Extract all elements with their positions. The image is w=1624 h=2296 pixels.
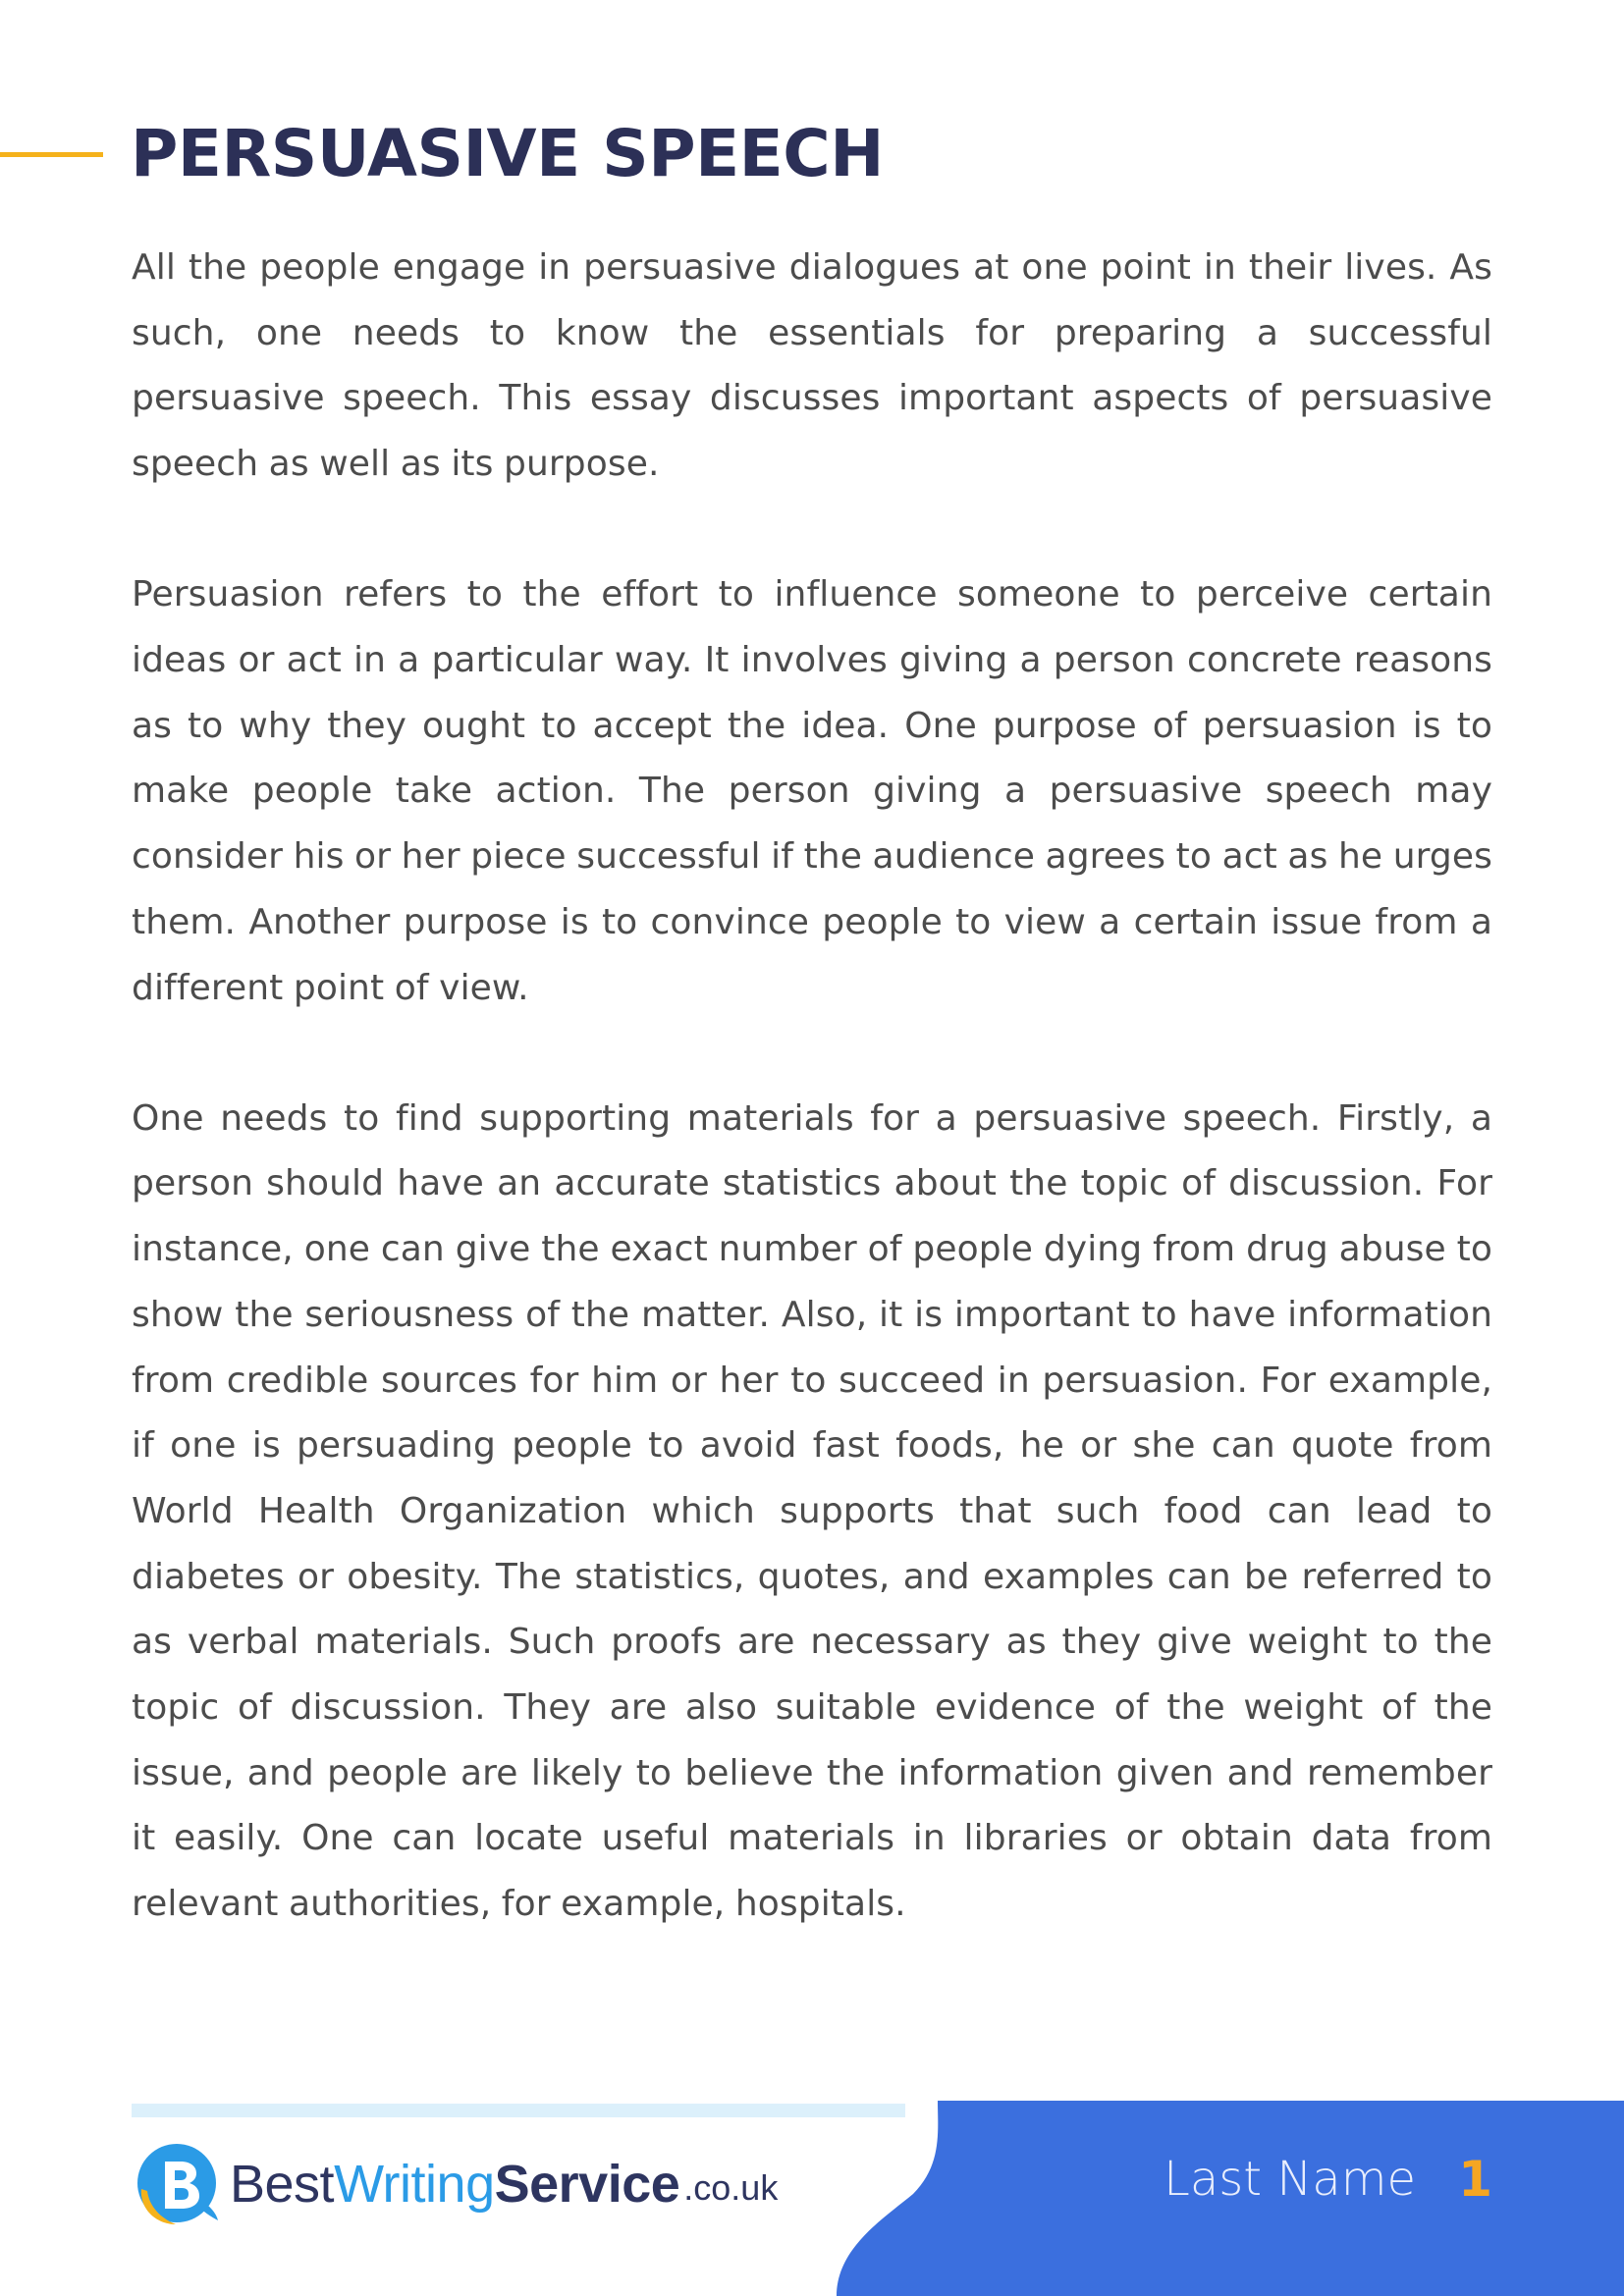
logo-text-tld: .co.uk [683,2167,779,2208]
brand-logo[interactable] [132,2140,778,2228]
footer-last-name: Last Name [1164,2152,1416,2207]
page-number: 1 [1458,2151,1492,2208]
paragraph-supporting-materials: One needs to find supporting materials for a persuasive speech. Firstly, a person should have an accurate statistics about the topic of discussion. For instance, one can give the exact number of people dying from drug abuse to show the seriousness of the matter. Also, it is important to have information from credible sources for him or her to succeed in persuasion. For example, if one is persuading people to avoid fast foods, he or she can quote from World Health Organization which supports that such food can lead to diabetes or obesity. The statistics, quotes, and examples can be referred to as verbal materials. Such proofs are necessary as they give weight to the topic of discussion. They are also suitable evidence of the weight of the issue, and people are likely to believe the information given and remember it easily. One can locate useful materials in libraries or obtain data from relevant authorities, for example, hospitals. [132,1097,1492,1925]
title-accent-line [0,152,103,157]
paragraph-definition: Persuasion refers to the effort to influence someone to perceive certain ideas or act in a particular way. It involves giving a person concrete reasons as to why they ought to accept the idea. One purpose of persuasion is to make people take action. The person giving a persuasive speech may consider his or her piece successful if the audience agrees to act as he urges them. Another purpose is to convince people to view a certain issue from a different point of view. [132,574,1492,1008]
logo-text-best: Best [230,2155,335,2214]
footer-divider-bar [132,2104,905,2117]
page-title: PERSUASIVE SPEECH [131,116,884,191]
b-logo-icon [132,2140,220,2228]
document-body [132,236,1492,2002]
paragraph-intro: All the people engage in persuasive dialogues at one point in their lives. As such, one needs to know the essentials for preparing a successful persuasive speech. This essay discusses important aspects of persuasive speech as well as its purpose. [132,247,1492,485]
logo-text-service: Service [494,2155,680,2214]
logo-text-writing: Writing [334,2155,495,2214]
